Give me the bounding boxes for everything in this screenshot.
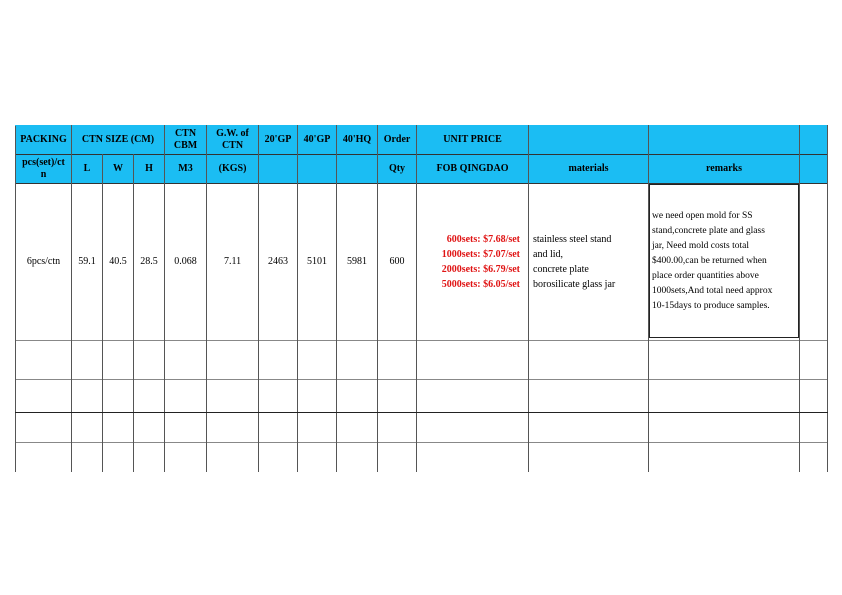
empty-row bbox=[16, 380, 828, 413]
empty-cell bbox=[378, 413, 417, 443]
price-line: 600sets: $7.68/set bbox=[446, 234, 521, 245]
empty-cell bbox=[165, 380, 207, 413]
remark-line: we need open mold for SS bbox=[652, 211, 753, 221]
header-unit-price: UNIT PRICE bbox=[417, 126, 529, 155]
material-line: concrete plate bbox=[533, 264, 589, 275]
empty-cell bbox=[529, 341, 649, 380]
cell-packing: 6pcs/ctn bbox=[16, 184, 72, 341]
quotation-table bbox=[15, 125, 828, 472]
header-ctn-cbm-line1: CTN bbox=[174, 128, 197, 139]
empty-cell bbox=[165, 443, 207, 472]
header-gw-line2: CTN bbox=[221, 140, 244, 151]
header-order: Order bbox=[378, 126, 417, 155]
header-ctn-size: CTN SIZE (CM) bbox=[72, 126, 165, 155]
empty-cell bbox=[649, 380, 800, 413]
empty-cell bbox=[649, 341, 800, 380]
header-blank-3 bbox=[800, 126, 828, 155]
header-blank-20gp bbox=[259, 155, 298, 184]
empty-cell bbox=[298, 443, 337, 472]
empty-cell bbox=[16, 413, 72, 443]
empty-cell bbox=[134, 413, 165, 443]
header-remarks: remarks bbox=[649, 155, 800, 184]
empty-cell bbox=[259, 443, 298, 472]
header-packing: PACKING bbox=[16, 126, 72, 155]
empty-cell bbox=[72, 443, 103, 472]
empty-cell bbox=[649, 413, 800, 443]
empty-cell bbox=[417, 413, 529, 443]
header-gw-line1: G.W. of bbox=[216, 128, 249, 139]
price-line: 5000sets: $6.05/set bbox=[441, 279, 521, 290]
cell-40gp: 5101 bbox=[298, 184, 337, 341]
header-pcs-line2: n bbox=[40, 169, 47, 180]
cell-w: 40.5 bbox=[103, 184, 134, 341]
header-qty: Qty bbox=[378, 155, 417, 184]
price-line: 2000sets: $6.79/set bbox=[441, 264, 521, 275]
header-blank-1 bbox=[529, 126, 649, 155]
empty-cell bbox=[298, 380, 337, 413]
cell-qty: 600 bbox=[378, 184, 417, 341]
empty-cell bbox=[298, 413, 337, 443]
empty-cell bbox=[134, 341, 165, 380]
empty-cell bbox=[800, 380, 828, 413]
cell-l: 59.1 bbox=[72, 184, 103, 341]
empty-cell bbox=[207, 380, 259, 413]
quotation-sheet bbox=[15, 125, 827, 472]
header-40hq: 40'HQ bbox=[337, 126, 378, 155]
price-line: 1000sets: $7.07/set bbox=[441, 249, 521, 260]
header-20gp: 20'GP bbox=[259, 126, 298, 155]
empty-cell bbox=[259, 341, 298, 380]
empty-cell bbox=[649, 443, 800, 472]
header-m3: M3 bbox=[165, 155, 207, 184]
cell-cbm: 0.068 bbox=[165, 184, 207, 341]
empty-cell bbox=[417, 380, 529, 413]
empty-cell bbox=[378, 341, 417, 380]
empty-cell bbox=[103, 341, 134, 380]
empty-cell bbox=[207, 443, 259, 472]
empty-cell bbox=[207, 341, 259, 380]
material-line: and lid, bbox=[533, 249, 564, 260]
empty-cell bbox=[16, 380, 72, 413]
header-w: W bbox=[103, 155, 134, 184]
empty-cell bbox=[165, 413, 207, 443]
empty-cell bbox=[337, 443, 378, 472]
empty-cell bbox=[72, 380, 103, 413]
empty-row bbox=[16, 341, 828, 380]
header-40gp: 40'GP bbox=[298, 126, 337, 155]
remark-line: place order quantities above bbox=[652, 271, 759, 281]
empty-row bbox=[16, 443, 828, 472]
empty-cell bbox=[417, 341, 529, 380]
empty-cell bbox=[134, 443, 165, 472]
header-blank-2 bbox=[649, 126, 800, 155]
material-line: stainless steel stand bbox=[533, 234, 612, 245]
cell-materials bbox=[529, 184, 649, 341]
empty-cell bbox=[800, 443, 828, 472]
empty-cell bbox=[103, 413, 134, 443]
empty-cell bbox=[72, 341, 103, 380]
cell-h: 28.5 bbox=[134, 184, 165, 341]
empty-cell bbox=[165, 341, 207, 380]
remark-line: $400.00,can be returned when bbox=[652, 256, 767, 266]
header-row-2 bbox=[16, 155, 828, 184]
header-kgs: (KGS) bbox=[207, 155, 259, 184]
header-blank-40hq bbox=[337, 155, 378, 184]
empty-cell bbox=[337, 341, 378, 380]
header-ctn-cbm bbox=[165, 126, 207, 155]
empty-cell bbox=[134, 380, 165, 413]
empty-cell bbox=[259, 413, 298, 443]
empty-cell bbox=[378, 443, 417, 472]
header-pcs-line1: pcs(set)/ct bbox=[22, 157, 65, 168]
empty-row bbox=[16, 413, 828, 443]
cell-prices bbox=[417, 184, 529, 341]
header-fob: FOB QINGDAO bbox=[417, 155, 529, 184]
remark-line: 1000sets,And total need approx bbox=[652, 286, 773, 296]
header-row-1 bbox=[16, 126, 828, 155]
empty-cell bbox=[16, 341, 72, 380]
empty-cell bbox=[259, 380, 298, 413]
empty-cell bbox=[800, 413, 828, 443]
header-pcs bbox=[16, 155, 72, 184]
empty-cell bbox=[16, 443, 72, 472]
header-blank-40gp bbox=[298, 155, 337, 184]
header-ctn-cbm-line2: CBM bbox=[173, 140, 198, 151]
remark-line: 10-15days to produce samples. bbox=[652, 301, 770, 311]
cell-blank bbox=[800, 184, 828, 341]
material-line: borosilicate glass jar bbox=[533, 279, 616, 290]
empty-cell bbox=[529, 413, 649, 443]
header-l: L bbox=[72, 155, 103, 184]
empty-cell bbox=[103, 380, 134, 413]
header-h: H bbox=[134, 155, 165, 184]
empty-cell bbox=[337, 380, 378, 413]
empty-cell bbox=[72, 413, 103, 443]
header-materials: materials bbox=[529, 155, 649, 184]
empty-cell bbox=[800, 341, 828, 380]
remarks-box bbox=[649, 184, 799, 338]
remark-line: stand,concrete plate and glass bbox=[652, 226, 765, 236]
remark-line: jar, Need mold costs total bbox=[652, 241, 749, 251]
table-row bbox=[16, 184, 828, 341]
cell-40hq: 5981 bbox=[337, 184, 378, 341]
empty-cell bbox=[378, 380, 417, 413]
empty-cell bbox=[529, 380, 649, 413]
empty-cell bbox=[337, 413, 378, 443]
cell-gw: 7.11 bbox=[207, 184, 259, 341]
header-blank-4 bbox=[800, 155, 828, 184]
cell-20gp: 2463 bbox=[259, 184, 298, 341]
empty-cell bbox=[298, 341, 337, 380]
empty-cell bbox=[417, 443, 529, 472]
empty-cell bbox=[529, 443, 649, 472]
empty-cell bbox=[103, 443, 134, 472]
empty-cell bbox=[207, 413, 259, 443]
header-gw bbox=[207, 126, 259, 155]
cell-remarks bbox=[649, 184, 800, 341]
